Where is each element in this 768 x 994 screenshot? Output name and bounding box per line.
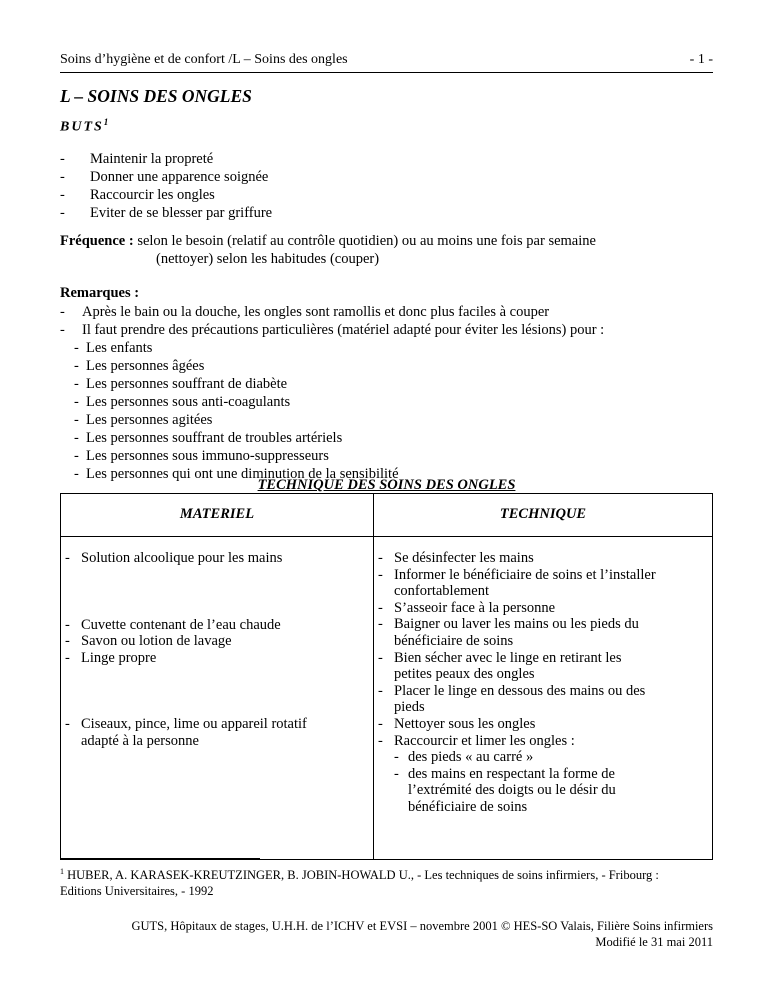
list-item: - Les enfants xyxy=(74,340,153,356)
technique-substep-cont: l’extrémité des doigts ou le désir du xyxy=(408,782,616,799)
technique-step-cont: pieds xyxy=(394,699,425,716)
footnote-ref: 1 xyxy=(103,117,109,127)
section-title: L – SOINS DES ONGLES xyxy=(60,86,252,106)
list-item: - Les personnes souffrant de troubles artériels xyxy=(74,430,343,446)
frequency-paragraph xyxy=(60,232,713,268)
list-item: - Les personnes souffrant de diabète xyxy=(74,376,288,392)
list-item: - Eviter de se blesser par griffure xyxy=(60,205,273,221)
materiel-item: - Ciseaux, pince, lime ou appareil rotatif xyxy=(65,716,307,733)
frequency-text-1: selon le besoin (relatif au contrôle quotidien) ou au moins une fois par semaine xyxy=(137,233,596,249)
materiel-item: - Linge propre xyxy=(65,649,157,666)
technique-step: - S’asseoir face à la personne xyxy=(378,599,556,616)
goals-label: BUTS xyxy=(60,119,104,135)
technique-step-cont: petites peaux des ongles xyxy=(394,666,535,683)
list-item: - Donner une apparence soignée xyxy=(60,169,269,185)
list-item: - Maintenir la propreté xyxy=(60,151,214,167)
list-item: - Raccourcir les ongles xyxy=(60,187,215,203)
materiel-item: - Cuvette contenant de l’eau chaude xyxy=(65,616,281,633)
remarks-heading: Remarques : xyxy=(60,285,140,301)
remarks-sublist xyxy=(60,339,399,483)
footer-text-2: Modifié le 31 mai 2011 xyxy=(595,935,713,949)
footnote-separator xyxy=(60,858,260,859)
materiel-item-cont: adapté à la personne xyxy=(81,732,199,749)
technique-step: - Raccourcir et limer les ongles : xyxy=(378,732,575,749)
list-item: - Les personnes sous anti-coagulants xyxy=(74,394,291,410)
list-item: - Il faut prendre des précautions particulières (matériel adapté pour éviter les lésions) pour : xyxy=(60,322,605,338)
page-number: - 1 - xyxy=(689,52,713,67)
technique-cell xyxy=(374,537,713,860)
materiel-item: - Solution alcoolique pour les mains xyxy=(65,550,283,566)
footnote xyxy=(60,864,713,899)
footnote-text-2: Editions Universitaires, - 1992 xyxy=(60,884,214,899)
goals-heading xyxy=(60,117,108,136)
technique-step: - Se désinfecter les mains xyxy=(378,550,534,566)
list-item: - Les personnes agitées xyxy=(74,412,213,428)
list-item: - Les personnes qui ont une diminution de la sensibilité xyxy=(74,466,399,482)
remarks-list xyxy=(60,303,604,339)
technique-substep: - des mains en respectant la forme de xyxy=(394,765,615,782)
technique-substep: - des pieds « au carré » xyxy=(394,749,534,766)
materiel-item: - Savon ou lotion de lavage xyxy=(65,633,232,650)
page-footer xyxy=(131,918,713,950)
goals-list xyxy=(60,150,272,222)
technique-step: - Nettoyer sous les ongles xyxy=(378,715,536,732)
materiel-header: MATERIEL xyxy=(61,494,374,537)
page-header xyxy=(60,52,713,73)
technique-substep-cont: bénéficiaire de soins xyxy=(408,798,528,815)
footnote-text-1: HUBER, A. KARASEK-KREUTZINGER, B. JOBIN-HOWALD U., - Les techniques de soins infirmiers, - Fribourg : xyxy=(67,868,659,883)
list-item: - Les personnes âgées xyxy=(74,358,205,374)
footer-text-1: GUTS, Hôpitaux de stages, U.H.H. de l’ICHV et EVSI – novembre 2001 © HES-SO Valais, Filière Soins infirmiers xyxy=(131,919,713,933)
technique-title: TECHNIQUE DES SOINS DES ONGLES xyxy=(257,477,516,493)
header-title: Soins d’hygiène et de confort /L – Soins des ongles xyxy=(60,52,348,67)
technique-step: - Placer le linge en dessous des mains ou des xyxy=(378,682,646,699)
technique-step-cont: confortablement xyxy=(394,583,490,600)
technique-table xyxy=(60,493,713,860)
technique-step: - Bien sécher avec le linge en retirant les xyxy=(378,649,622,666)
technique-step: - Baigner ou laver les mains ou les pieds du xyxy=(378,616,639,633)
technique-step: - Informer le bénéficiaire de soins et l’installer xyxy=(378,566,656,583)
frequency-text-2: (nettoyer) selon les habitudes (couper) xyxy=(156,251,380,267)
list-item: - Après le bain ou la douche, les ongles sont ramollis et donc plus faciles à couper xyxy=(60,304,550,320)
frequency-label: Fréquence : xyxy=(60,233,134,249)
technique-header: TECHNIQUE xyxy=(374,494,713,537)
list-item: - Les personnes sous immuno-suppresseurs xyxy=(74,448,329,464)
technique-step-cont: bénéficiaire de soins xyxy=(394,632,514,649)
footnote-mark: 1 xyxy=(60,867,64,876)
materiel-cell xyxy=(61,537,374,860)
